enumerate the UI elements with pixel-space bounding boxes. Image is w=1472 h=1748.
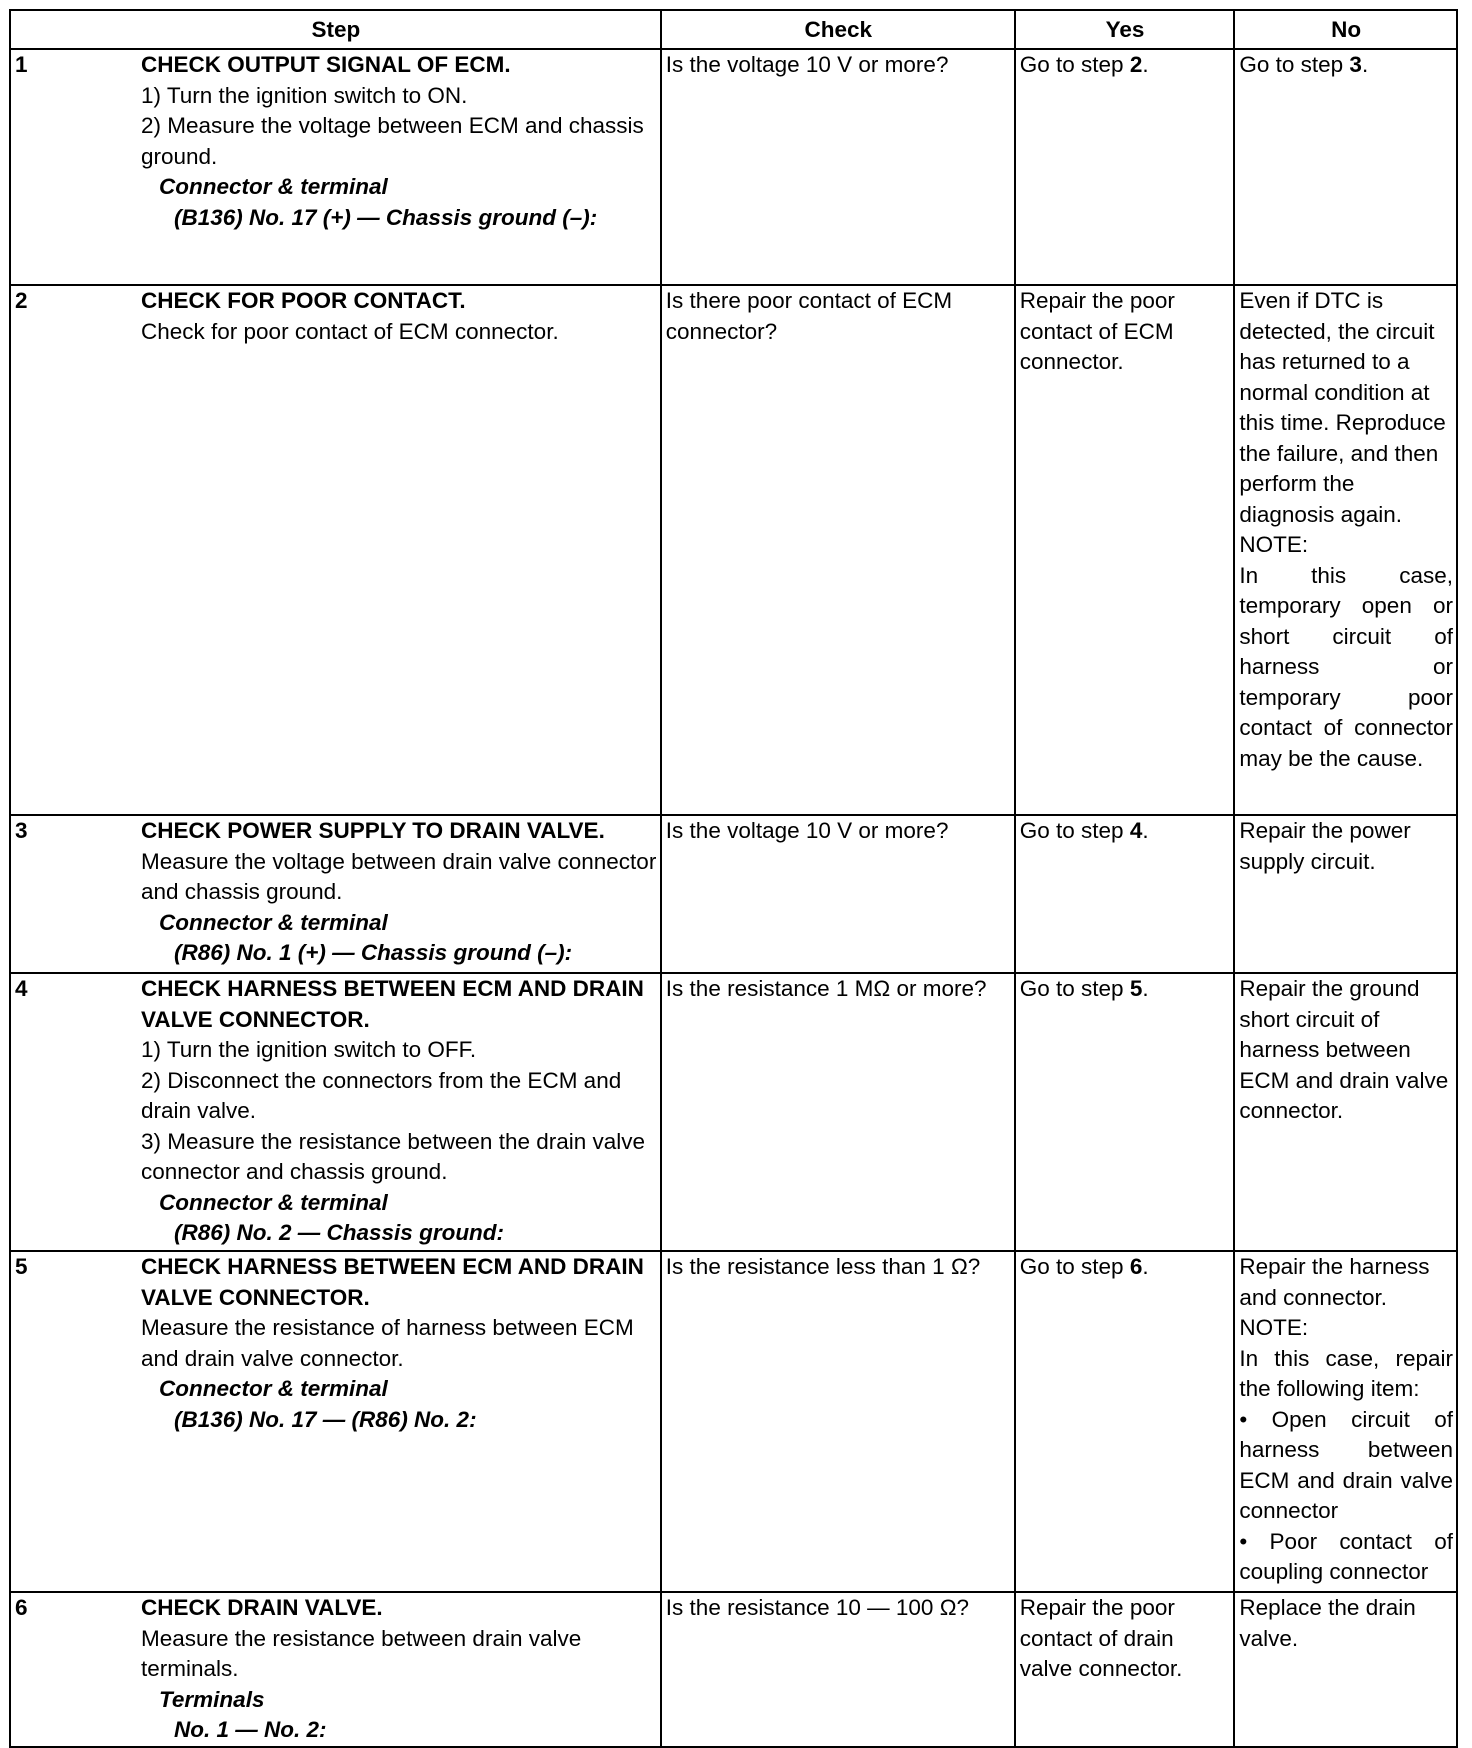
no-cell xyxy=(1234,1251,1457,1592)
yes-step-ref: 4 xyxy=(1129,818,1143,843)
yes-text-end: . xyxy=(1142,52,1149,77)
no-cell xyxy=(1234,285,1457,815)
check-cell: Is the resistance 1 MΩ or more? xyxy=(661,973,1015,1251)
check-cell: Is the resistance less than 1 Ω? xyxy=(661,1251,1015,1592)
note-bullet: • Poor contact of coupling connector xyxy=(1239,1528,1453,1584)
yes-cell xyxy=(1015,815,1235,973)
step-cell xyxy=(10,1592,661,1747)
step-line: Measure the voltage between drain valve connector and chassis ground. xyxy=(141,848,657,904)
step-cell xyxy=(10,285,661,815)
step-line: Check for poor contact of ECM connector. xyxy=(141,318,559,344)
header-yes: Yes xyxy=(1015,10,1235,49)
yes-text: Go to step xyxy=(1019,1254,1130,1279)
step-line: 3) Measure the resistance between the drain valve connector and chassis ground. xyxy=(141,1128,646,1184)
check-cell: Is the voltage 10 V or more? xyxy=(661,815,1015,973)
step-cell xyxy=(10,815,661,973)
step-number: 1 xyxy=(15,52,28,77)
table-row xyxy=(10,1251,1457,1592)
note-text: In this case, temporary open or short circuit of harness or temporary poor contact of connector may be the cause. xyxy=(1239,562,1453,771)
step-line: 1) Turn the ignition switch to ON. xyxy=(141,82,468,108)
step-cell xyxy=(10,973,661,1251)
step-cell xyxy=(10,49,661,285)
yes-text: Go to step xyxy=(1019,818,1130,843)
yes-text-end: . xyxy=(1142,1254,1149,1279)
yes-cell xyxy=(1015,1251,1235,1592)
header-no: No xyxy=(1234,10,1457,49)
connector-label: Connector & terminal xyxy=(159,174,388,199)
diagnostic-table xyxy=(9,9,1458,1748)
step-line: Measure the resistance of harness between ECM and drain valve connector. xyxy=(141,1315,634,1371)
header-step: Step xyxy=(10,10,661,49)
terminals-value: No. 1 — No. 2: xyxy=(174,1717,327,1742)
note-bullet: • Open circuit of harness between ECM and drain valve connector xyxy=(1239,1406,1453,1523)
yes-step-ref: 5 xyxy=(1129,976,1143,1001)
step-line: 2) Measure the voltage between ECM and chassis ground. xyxy=(141,113,644,169)
check-cell: Is the voltage 10 V or more? xyxy=(661,49,1015,285)
connector-label: Connector & terminal xyxy=(159,909,388,935)
step-cell xyxy=(10,1251,661,1592)
connector-value: (B136) No. 17 (+) — Chassis ground (–): xyxy=(174,204,598,230)
step-title: CHECK OUTPUT SIGNAL OF ECM. xyxy=(141,52,511,77)
connector-value: (B136) No. 17 — (R86) No. 2: xyxy=(174,1406,477,1432)
no-text: Repair the harness and connector. xyxy=(1239,1254,1430,1310)
connector-label: Connector & terminal xyxy=(159,1376,388,1401)
header-row xyxy=(10,10,1457,49)
yes-text: Go to step xyxy=(1019,52,1130,77)
no-text: Even if DTC is detected, the circuit has returned to a normal condition at this time. Reproduce the failure, and then perform the diagnosis again. xyxy=(1239,288,1446,527)
yes-cell xyxy=(1015,973,1235,1251)
no-cell xyxy=(1234,49,1457,285)
no-cell: Repair the power supply circuit. xyxy=(1234,815,1457,973)
terminals-label: Terminals xyxy=(159,1686,265,1712)
no-cell: Replace the drain valve. xyxy=(1234,1592,1457,1747)
step-line: 2) Disconnect the connectors from the ECM and drain valve. xyxy=(141,1067,622,1123)
yes-text-end: . xyxy=(1142,818,1149,843)
step-title: CHECK HARNESS BETWEEN ECM AND DRAIN VALVE CONNECTOR. xyxy=(141,1254,644,1310)
step-title: CHECK POWER SUPPLY TO DRAIN VALVE. xyxy=(141,818,605,843)
no-text: Go to step xyxy=(1239,52,1350,77)
table-row xyxy=(10,285,1457,815)
check-cell: Is the resistance 10 — 100 Ω? xyxy=(661,1592,1015,1747)
connector-value: (R86) No. 1 (+) — Chassis ground (–): xyxy=(174,940,573,965)
yes-step-ref: 2 xyxy=(1129,52,1143,77)
note-label: NOTE: xyxy=(1239,532,1309,557)
step-number: 3 xyxy=(15,818,28,843)
table-row xyxy=(10,49,1457,285)
table-row xyxy=(10,1592,1457,1747)
yes-text-end: . xyxy=(1142,976,1149,1001)
step-number: 6 xyxy=(15,1595,28,1620)
note-label: NOTE: xyxy=(1239,1315,1309,1340)
table-row xyxy=(10,815,1457,973)
no-cell: Repair the ground short circuit of harness between ECM and drain valve connector. xyxy=(1234,973,1457,1251)
connector-value: (R86) No. 2 — Chassis ground: xyxy=(174,1220,505,1245)
step-title: CHECK DRAIN VALVE. xyxy=(141,1595,383,1620)
step-line: Measure the resistance between drain valve terminals. xyxy=(141,1625,582,1681)
step-number: 4 xyxy=(15,976,28,1001)
step-number: 2 xyxy=(15,288,28,313)
step-title: CHECK HARNESS BETWEEN ECM AND DRAIN VALVE CONNECTOR. xyxy=(141,976,644,1032)
no-step-ref: 3 xyxy=(1349,52,1362,77)
yes-cell: Repair the poor contact of ECM connector. xyxy=(1015,285,1235,815)
no-text-end: . xyxy=(1361,52,1369,77)
table-row xyxy=(10,973,1457,1251)
step-number: 5 xyxy=(15,1254,28,1279)
yes-cell xyxy=(1015,49,1235,285)
yes-step-ref: 6 xyxy=(1129,1254,1143,1279)
check-cell: Is there poor contact of ECM connector? xyxy=(661,285,1015,815)
yes-cell: Repair the poor contact of drain valve connector. xyxy=(1015,1592,1235,1747)
step-line: 1) Turn the ignition switch to OFF. xyxy=(141,1037,477,1062)
note-text: In this case, repair the following item: xyxy=(1239,1345,1453,1401)
yes-text: Go to step xyxy=(1019,976,1130,1001)
step-title: CHECK FOR POOR CONTACT. xyxy=(141,288,466,313)
connector-label: Connector & terminal xyxy=(159,1189,388,1215)
header-check: Check xyxy=(661,10,1015,49)
